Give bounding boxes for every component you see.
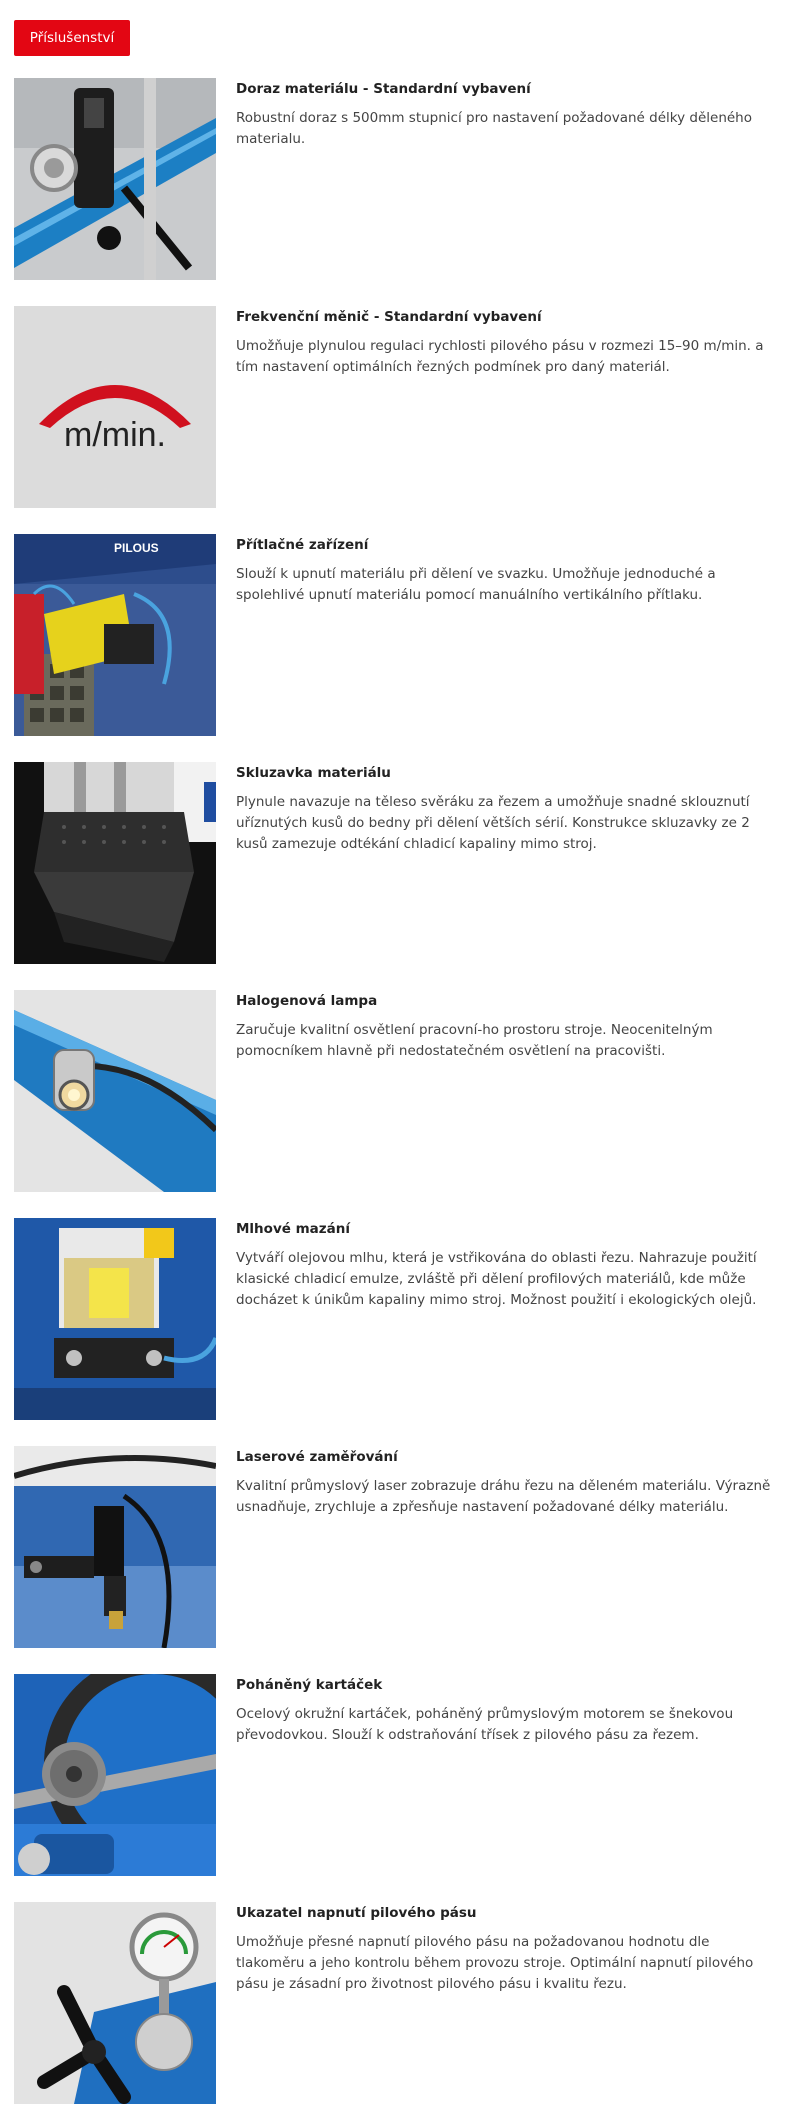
- mist-lubrication-image: [14, 1218, 216, 1420]
- item-description: Umožňuje přesné napnutí pilového pásu na požadovanou hodnotu dle tlakoměru a jeho kontrolu během provozu stroje. Optimální napnutí pilového pásu je zásadní pro životnost pilového pásu i kvalitu řezu.: [236, 1934, 754, 1992]
- clamping-device-image: [14, 534, 216, 736]
- item-description: Vytváří olejovou mlhu, která je vstřikována do oblasti řezu. Nahrazuje použití klasické chladicí emulze, zvláště při dělení profilových materiálů, kde může docházet k únikům kapaliny mimo stroj. Možnost použití i ekologických olejů.: [236, 1250, 757, 1308]
- item-description: Plynule navazuje na těleso svěráku za řezem a umožňuje snadné sklouznutí uříznutých kusů do bedny při dělení větších sérií. Konstrukce skluzavky ze 2 kusů zamezuje odtékání chladicí kapaliny mimo stroj.: [236, 794, 750, 852]
- accessory-item-driven-brush: [14, 1674, 779, 1876]
- laser-targeting-image: [14, 1446, 216, 1648]
- item-description: Ocelový okružní kartáček, poháněný průmyslovým motorem se šnekovou převodovkou. Slouží k odstraňování třísek z pilového pásu za řezem.: [236, 1706, 734, 1743]
- item-description: Zaručuje kvalitní osvětlení pracovní-ho prostoru stroje. Neocenitelným pomocníkem hlavně při nedostatečném osvětlení na pracovišti.: [236, 1022, 713, 1059]
- brand-text: PILOUS: [114, 541, 159, 555]
- item-title: Skluzavka materiálu: [236, 765, 391, 781]
- accessory-item-mist-lubrication: [14, 1218, 779, 1420]
- accessory-item-clamping-device: [14, 534, 779, 736]
- item-description: Robustní doraz s 500mm stupnicí pro nastavení požadované délky děleného materialu.: [236, 110, 752, 147]
- item-title: Halogenová lampa: [236, 993, 378, 1009]
- item-title: Ukazatel napnutí pilového pásu: [236, 1905, 477, 1921]
- tension-gauge-image: [14, 1902, 216, 2104]
- halogen-lamp-image: [14, 990, 216, 1192]
- driven-brush-image: [14, 1674, 216, 1876]
- accessory-item-material-chute: [14, 762, 779, 964]
- material-chute-image: [14, 762, 216, 964]
- item-title: Frekvenční měnič - Standardní vybavení: [236, 309, 542, 325]
- accessory-item-tension-gauge: [14, 1902, 779, 2104]
- speed-gauge-image: [14, 306, 216, 508]
- accessory-item-halogen-lamp: [14, 990, 779, 1192]
- accessory-item-material-stop: [14, 78, 779, 280]
- item-description: Slouží k upnutí materiálu při dělení ve svazku. Umožňuje jednoduché a spolehlivé upnutí materiálu pomocí manuálního vertikálního přítlaku.: [236, 566, 716, 603]
- item-title: Laserové zaměřování: [236, 1449, 398, 1465]
- material-stop-image: [14, 78, 216, 280]
- gauge-unit-text: m/min.: [64, 416, 166, 454]
- item-title: Přítlačné zařízení: [236, 537, 369, 553]
- item-description: Kvalitní průmyslový laser zobrazuje dráhu řezu na děleném materiálu. Výrazně usnadňuje, zrychluje a zpřesňuje nastavení požadované délky materiálu.: [236, 1478, 771, 1515]
- accessories-tab[interactable]: Příslušenství: [14, 20, 130, 56]
- item-title: Mlhové mazání: [236, 1221, 350, 1237]
- item-description: Umožňuje plynulou regulaci rychlosti pilového pásu v rozmezi 15–90 m/min. a tím nastavení optimálních řezných podmínek pro daný materiál.: [236, 338, 764, 375]
- accessory-item-laser-targeting: [14, 1446, 779, 1648]
- item-title: Doraz materiálu - Standardní vybavení: [236, 81, 531, 97]
- accessory-item-frequency-converter: [14, 306, 779, 508]
- item-title: Poháněný kartáček: [236, 1677, 383, 1693]
